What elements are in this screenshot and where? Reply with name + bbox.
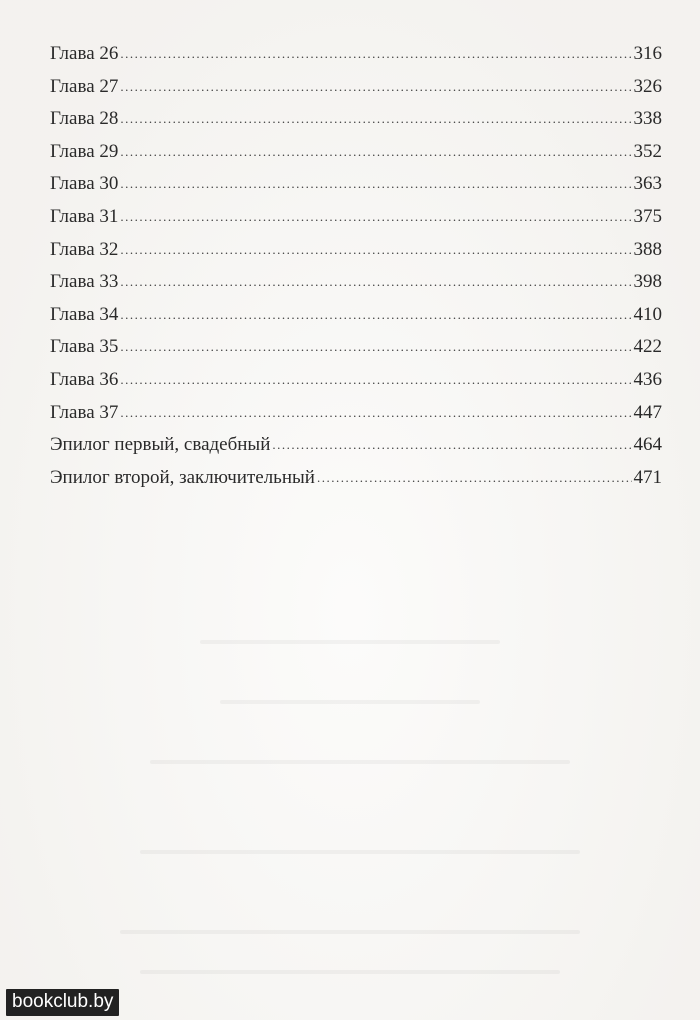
- toc-entry: [50, 299, 662, 332]
- toc-entry-page: 447: [633, 401, 662, 423]
- toc-entry-page: 375: [633, 205, 662, 227]
- toc-entry-page: 471: [633, 466, 662, 488]
- toc-dot-leader: [120, 37, 631, 71]
- toc-dot-leader: [120, 396, 631, 430]
- toc-entry: [50, 266, 662, 299]
- toc-entry: [50, 234, 662, 267]
- toc-entry: [50, 462, 662, 495]
- toc-entry-title: Глава 32: [50, 238, 119, 260]
- toc-entry: [50, 103, 662, 136]
- toc-entry-title: Глава 35: [50, 336, 119, 358]
- site-watermark: bookclub.by: [6, 989, 119, 1016]
- toc-entry-page: 352: [633, 140, 662, 162]
- toc-entry: [50, 168, 662, 201]
- toc-entry-page: 464: [633, 434, 662, 456]
- toc-dot-leader: [317, 461, 632, 495]
- toc-entry-page: 422: [633, 336, 662, 358]
- toc-entry-page: 410: [633, 303, 662, 325]
- bleed-through-line: [140, 970, 560, 974]
- bleed-through-line: [120, 930, 580, 934]
- toc-entry-page: 436: [633, 368, 662, 390]
- toc-entry-page: 316: [633, 43, 662, 64]
- toc-entry-title: Эпилог второй, заключительный: [50, 466, 315, 488]
- toc-entry: [50, 331, 662, 364]
- toc-entry-page: 388: [633, 238, 662, 260]
- toc-entry-page: 338: [633, 108, 662, 130]
- toc-entry: [50, 201, 662, 234]
- toc-entry-title: Глава 34: [50, 303, 119, 325]
- toc-entry-title: Глава 37: [50, 401, 119, 423]
- toc-dot-leader: [120, 70, 631, 104]
- toc-dot-leader: [120, 135, 631, 169]
- toc-entry-title: Глава 26: [50, 43, 119, 64]
- toc-entry-title: Глава 31: [50, 205, 119, 227]
- toc-entry-page: 363: [633, 173, 662, 195]
- bleed-through-line: [140, 850, 580, 854]
- toc-entry-title: Глава 27: [50, 75, 119, 97]
- toc-dot-leader: [272, 428, 631, 462]
- toc-entry-title: Глава 30: [50, 173, 119, 195]
- toc-entry-page: 398: [633, 271, 662, 293]
- toc-dot-leader: [120, 102, 631, 136]
- toc-dot-leader: [120, 298, 631, 332]
- toc-dot-leader: [120, 200, 631, 234]
- toc-entry-title: Эпилог первый, свадебный: [50, 434, 271, 456]
- toc-dot-leader: [120, 330, 631, 364]
- toc-entry: [50, 397, 662, 430]
- toc-dot-leader: [120, 233, 631, 267]
- toc-entry-title: Глава 29: [50, 140, 119, 162]
- toc-entry-title: Глава 36: [50, 368, 119, 390]
- toc-entry: [50, 136, 662, 169]
- bleed-through-line: [220, 700, 480, 704]
- bleed-through-line: [150, 760, 570, 764]
- toc-dot-leader: [120, 265, 631, 299]
- toc-entry: [50, 38, 662, 71]
- toc-entry-title: Глава 28: [50, 108, 119, 130]
- toc-dot-leader: [120, 167, 631, 201]
- toc-entry: [50, 71, 662, 104]
- toc-entry-title: Глава 33: [50, 271, 119, 293]
- bleed-through-line: [200, 640, 500, 644]
- toc-entry-page: 326: [633, 75, 662, 97]
- table-of-contents: [50, 38, 662, 494]
- toc-dot-leader: [120, 363, 631, 397]
- toc-entry: [50, 364, 662, 397]
- toc-entry: [50, 429, 662, 462]
